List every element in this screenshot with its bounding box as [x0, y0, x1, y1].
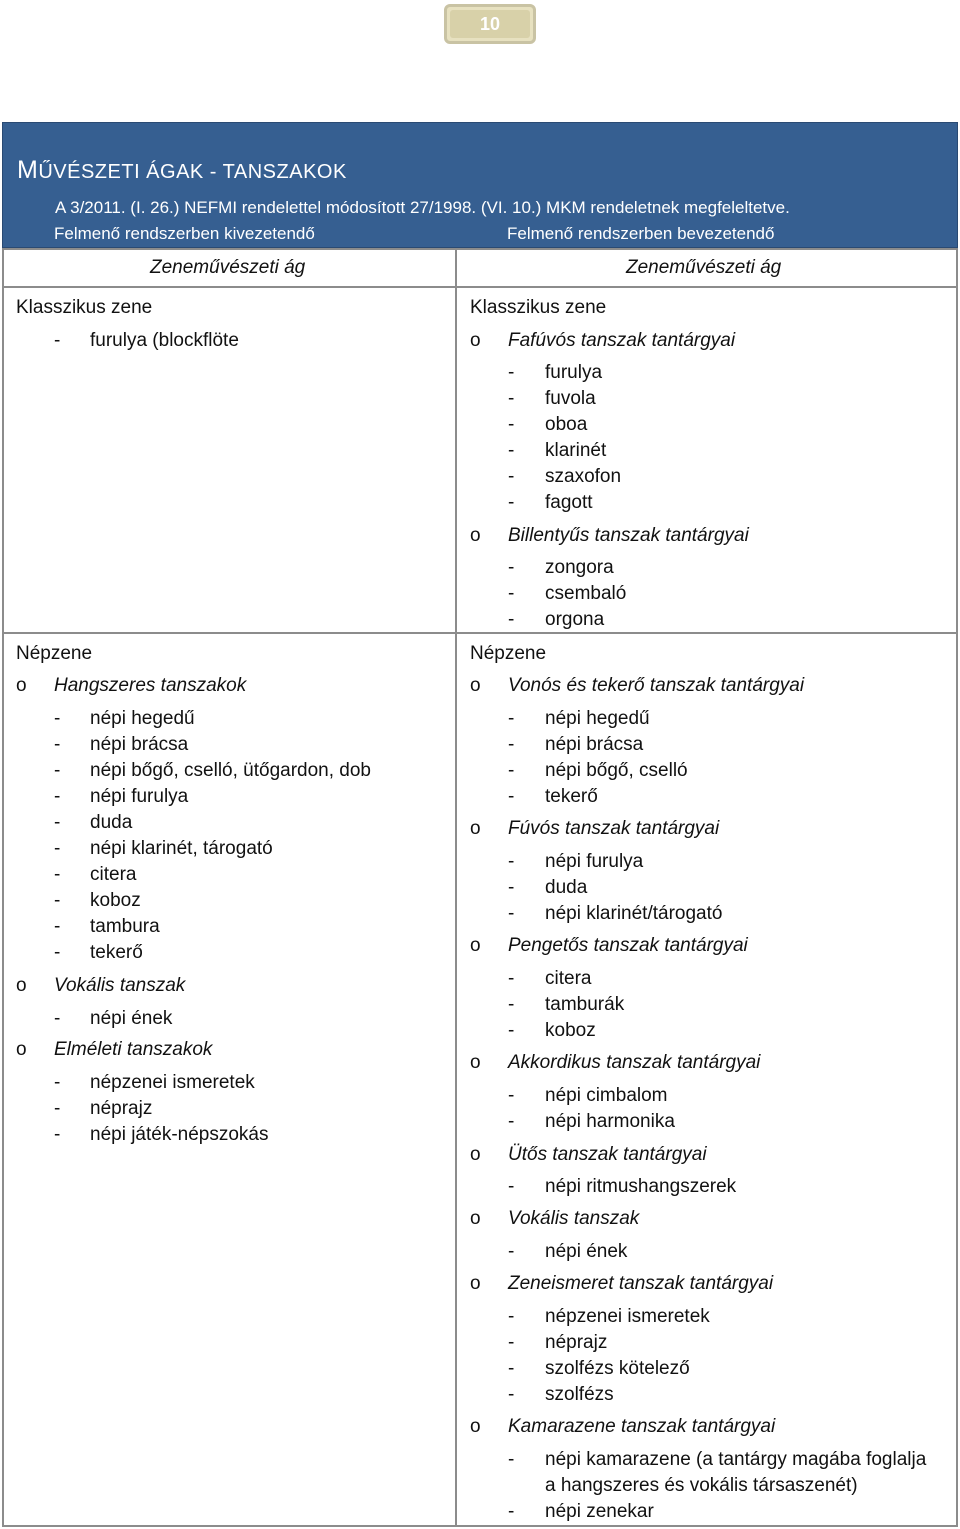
right-classical-heading: Klasszikus zene — [470, 297, 607, 318]
dash-marker: - — [508, 1501, 515, 1522]
list-item: csembaló — [545, 583, 627, 604]
dash-marker: - — [508, 1176, 515, 1197]
right-branch-heading: Zeneművészeti ág — [626, 257, 782, 278]
dash-marker: - — [508, 414, 515, 435]
dash-marker: - — [54, 890, 61, 911]
dash-marker: - — [54, 330, 61, 351]
group-title: Pengetős tanszak tantárgyai — [508, 935, 748, 956]
dash-marker: - — [54, 1008, 61, 1029]
group-title: Ütős tanszak tantárgyai — [508, 1144, 707, 1165]
dash-marker: - — [54, 942, 61, 963]
dash-marker: - — [508, 1020, 515, 1041]
list-item: népi zenekar — [545, 1501, 654, 1522]
dash-marker: - — [508, 1449, 515, 1470]
list-item: népi furulya — [90, 786, 189, 807]
list-item: népi cimbalom — [545, 1085, 668, 1106]
list-item: duda — [90, 812, 133, 833]
list-item: népi brácsa — [90, 734, 189, 755]
dash-marker: - — [508, 440, 515, 461]
page-subtitle: A 3/2011. (I. 26.) NEFMI rendelettel módosított 27/1998. (VI. 10.) MKM rendeletnek megfeleltetve. — [55, 198, 790, 217]
group-title: Akkordikus tanszak tantárgyai — [508, 1052, 761, 1073]
page-title — [17, 156, 347, 185]
circle-bullet: o — [470, 1144, 481, 1165]
list-item: népi bőgő, cselló — [545, 760, 688, 781]
page-title-rest: ŰVÉSZETI ÁGAK - TANSZAKOK — [38, 161, 347, 183]
dash-marker: - — [54, 760, 61, 781]
list-item: népi klarinét/tárogató — [545, 903, 723, 924]
circle-bullet: o — [470, 1416, 481, 1437]
dash-marker: - — [508, 1384, 515, 1405]
circle-bullet: o — [470, 818, 481, 839]
list-item: szolfézs — [545, 1384, 614, 1405]
dash-marker: - — [508, 466, 515, 487]
list-item: oboa — [545, 414, 588, 435]
list-item: klarinét — [545, 440, 607, 461]
list-item: fagott — [545, 492, 593, 513]
left-phase-label: Felmenő rendszerben kivezetendő — [54, 224, 315, 243]
curriculum-table — [2, 248, 958, 1527]
list-item: népi ritmushangszerek — [545, 1176, 737, 1197]
dash-marker: - — [508, 1358, 515, 1379]
dash-marker: - — [508, 388, 515, 409]
dash-marker: - — [508, 1111, 515, 1132]
dash-marker: - — [54, 812, 61, 833]
list-item: szolfézs kötelező — [545, 1358, 690, 1379]
dash-marker: - — [508, 903, 515, 924]
dash-marker: - — [508, 1241, 515, 1262]
list-item: citera — [90, 864, 137, 885]
dash-marker: - — [508, 1085, 515, 1106]
list-item: a hangszeres és vokális társaszenét) — [545, 1475, 858, 1496]
circle-bullet: o — [470, 1273, 481, 1294]
circle-bullet: o — [470, 675, 481, 696]
group-title: Fafúvós tanszak tantárgyai — [508, 330, 736, 351]
list-item: népi brácsa — [545, 734, 644, 755]
circle-bullet: o — [16, 675, 27, 696]
list-item: néprajz — [545, 1332, 608, 1353]
dash-marker: - — [54, 786, 61, 807]
dash-marker: - — [54, 708, 61, 729]
list-item: népi kamarazene (a tantárgy magába foglalja — [545, 1449, 927, 1470]
list-item: koboz — [545, 1020, 596, 1041]
dash-marker: - — [54, 916, 61, 937]
group-title: Vokális tanszak — [508, 1208, 640, 1229]
list-item: néprajz — [90, 1098, 153, 1119]
list-item: népi furulya — [545, 851, 644, 872]
list-item: népi bőgő, cselló, ütőgardon, dob — [90, 760, 371, 781]
dash-marker: - — [508, 492, 515, 513]
list-item: népi klarinét, tárogató — [90, 838, 273, 859]
dash-marker: - — [508, 362, 515, 383]
list-item: orgona — [545, 609, 605, 630]
list-item: furulya — [545, 362, 603, 383]
list-item: népzenei ismeretek — [545, 1306, 710, 1327]
dash-marker: - — [508, 851, 515, 872]
circle-bullet: o — [470, 330, 481, 351]
list-item: duda — [545, 877, 588, 898]
circle-bullet: o — [470, 1208, 481, 1229]
list-item: népi ének — [545, 1241, 628, 1262]
dash-marker: - — [508, 1306, 515, 1327]
dash-marker: - — [54, 838, 61, 859]
dash-marker: - — [54, 734, 61, 755]
dash-marker: - — [508, 708, 515, 729]
list-item: tambura — [90, 916, 160, 937]
left-classical-heading: Klasszikus zene — [16, 297, 153, 318]
list-item: népi ének — [90, 1008, 173, 1029]
dash-marker: - — [508, 877, 515, 898]
list-item: népzenei ismeretek — [90, 1072, 255, 1093]
group-title: Vokális tanszak — [54, 975, 186, 996]
list-item: tamburák — [545, 994, 625, 1015]
page-number-badge — [444, 4, 536, 44]
list-item: furulya (blockflöte — [90, 330, 239, 351]
list-item: népi játék-népszokás — [90, 1124, 269, 1145]
list-item: népi hegedű — [545, 708, 650, 729]
left-branch-heading: Zeneművészeti ág — [150, 257, 306, 278]
circle-bullet: o — [16, 975, 27, 996]
dash-marker: - — [508, 760, 515, 781]
list-item: zongora — [545, 557, 614, 578]
dash-marker: - — [508, 994, 515, 1015]
list-item: citera — [545, 968, 592, 989]
dash-marker: - — [54, 1072, 61, 1093]
group-title: Elméleti tanszakok — [54, 1039, 213, 1060]
group-title: Fúvós tanszak tantárgyai — [508, 818, 720, 839]
right-folk-heading: Népzene — [470, 643, 547, 664]
circle-bullet: o — [470, 1052, 481, 1073]
list-item: szaxofon — [545, 466, 622, 487]
dash-marker: - — [54, 864, 61, 885]
dash-marker: - — [508, 583, 515, 604]
dash-marker: - — [508, 786, 515, 807]
left-folk-heading: Népzene — [16, 643, 93, 664]
dash-marker: - — [508, 557, 515, 578]
group-title: Zeneismeret tanszak tantárgyai — [508, 1273, 774, 1294]
circle-bullet: o — [470, 525, 481, 546]
group-title: Vonós és tekerő tanszak tantárgyai — [508, 675, 805, 696]
list-item: népi hegedű — [90, 708, 195, 729]
list-item: fuvola — [545, 388, 596, 409]
list-item: tekerő — [90, 942, 143, 963]
dash-marker: - — [54, 1124, 61, 1145]
group-title: Hangszeres tanszakok — [54, 675, 247, 696]
circle-bullet: o — [470, 935, 481, 956]
group-title: Kamarazene tanszak tantárgyai — [508, 1416, 776, 1437]
group-title: Billentyűs tanszak tantárgyai — [508, 525, 749, 546]
page-title-initial: M — [17, 156, 39, 184]
section-header — [2, 122, 958, 248]
circle-bullet: o — [16, 1039, 27, 1060]
dash-marker: - — [54, 1098, 61, 1119]
dash-marker: - — [508, 1332, 515, 1353]
dash-marker: - — [508, 968, 515, 989]
page-number: 10 — [450, 10, 530, 38]
list-item: koboz — [90, 890, 141, 911]
dash-marker: - — [508, 609, 515, 630]
list-item: népi harmonika — [545, 1111, 675, 1132]
right-phase-label: Felmenő rendszerben bevezetendő — [507, 224, 775, 243]
dash-marker: - — [508, 734, 515, 755]
list-item: tekerő — [545, 786, 598, 807]
